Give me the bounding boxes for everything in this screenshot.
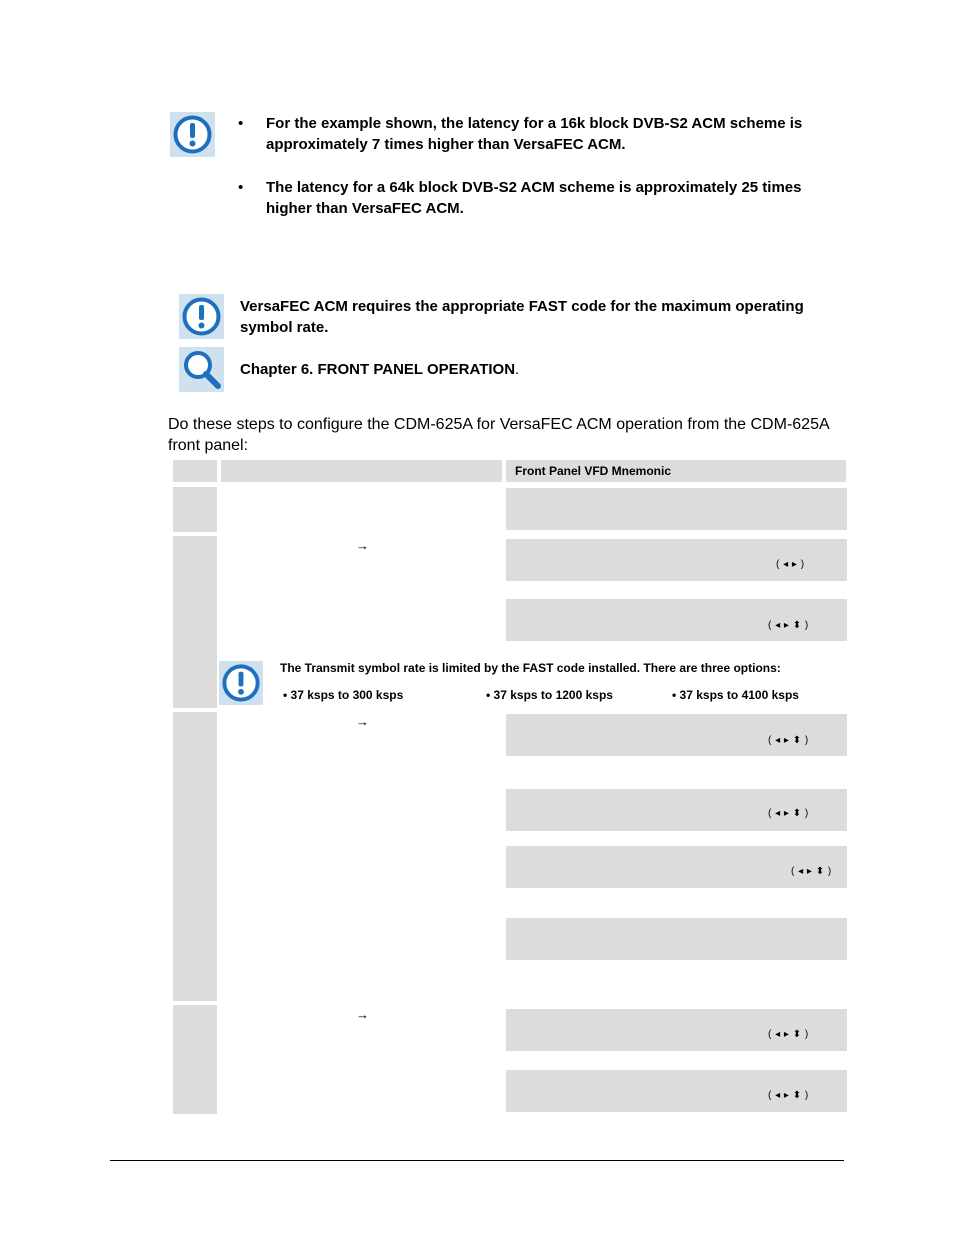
arrow-keys-hint: ( ◂ ▸ ⬍ ) [768,1090,809,1101]
latency-note-2: The latency for a 64k block DVB-S2 ACM scheme is approximately 25 times higher than VersaFEC ACM. [266,179,802,217]
symbol-rate-option: • 37 ksps to 4100 ksps [672,688,799,702]
important-icon [219,661,263,705]
vfd-display-box [506,599,847,641]
step-cell [173,536,217,708]
arrow-keys-hint: ( ◂ ▸ ⬍ ) [791,866,832,877]
latency-note-1: For the example shown, the latency for a 16k block DVB-S2 ACM scheme is approximately 7 times higher than VersaFEC ACM. [266,115,803,153]
chapter-reference [240,359,519,380]
chapter-ref-link[interactable]: Chapter 6. FRONT PANEL OPERATION [240,361,516,378]
arrow-keys-hint: ( ◂ ▸ ⬍ ) [768,808,809,819]
arrow-keys-hint: ( ◂ ▸ ⬍ ) [768,1029,809,1040]
symbol-rate-option: • 37 ksps to 300 ksps [283,688,404,702]
vfd-display-box [506,918,847,960]
vfd-display-box [506,1009,847,1051]
menu-path-arrow: → [356,714,369,729]
vfd-display-box [506,714,847,756]
menu-path-arrow: → [356,1007,369,1022]
bullet-dot: • [238,179,244,196]
header-mnemonic-cell [506,460,846,482]
important-icon [179,294,224,339]
symbol-rate-option: • 37 ksps to 1200 ksps [486,688,613,702]
intro-paragraph: Do these steps to configure the CDM-625A for VersaFEC ACM operation from the CDM-625A front panel: [168,416,829,454]
header-mnemonic-label: Front Panel VFD Mnemonic [515,464,672,478]
step-cell [173,1005,217,1114]
menu-path-arrow: → [356,538,369,553]
arrow-keys-hint: ( ◂ ▸ ⬍ ) [768,620,809,631]
vfd-display-box [506,1070,847,1112]
vfd-display-box [506,539,847,581]
arrow-keys-hint: ( ◂ ▸ ⬍ ) [768,735,809,746]
important-icon [170,112,215,157]
step-cell [173,712,217,1001]
step-cell [173,487,217,532]
bullet-dot: • [238,115,244,132]
chapter-ref-suffix: . [515,361,520,378]
vfd-display-box [506,488,847,530]
vfd-display-box [506,846,847,888]
footer-rule [110,1160,844,1161]
symbol-rate-note: The Transmit symbol rate is limited by the FAST code installed. There are three options: [280,661,781,675]
fast-code-note: VersaFEC ACM requires the appropriate FAST code for the maximum operating symbol rate. [240,298,804,336]
header-task-cell [221,460,502,482]
header-step-cell [173,460,217,482]
arrow-keys-hint: ( ◂ ▸ ) [776,559,805,570]
vfd-display-box [506,789,847,831]
magnifier-icon [179,347,224,392]
